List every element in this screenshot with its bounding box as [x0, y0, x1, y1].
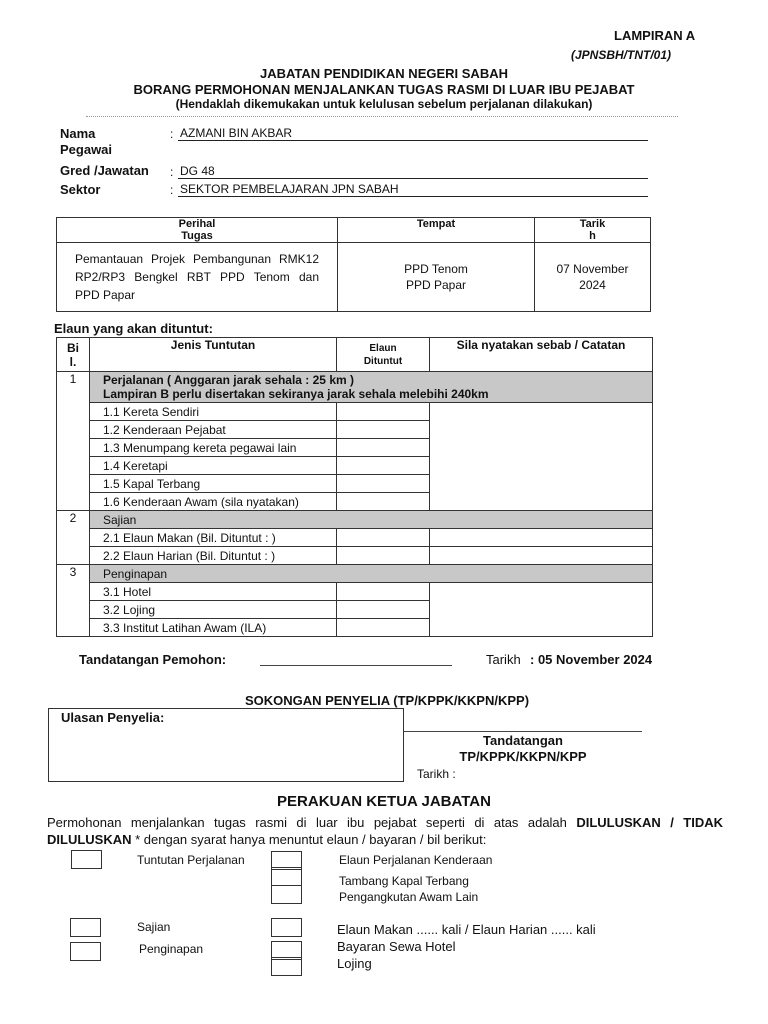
claim-item: 2.1 Elaun Makan (Bil. Dituntut : ) — [90, 529, 337, 547]
claim-amount-cell[interactable] — [337, 421, 430, 439]
claim-item: 1.1 Kereta Sendiri — [90, 403, 337, 421]
supervisor-comment-box[interactable] — [48, 708, 404, 782]
option-public-transport: Pengangkutan Awam Lain — [339, 890, 479, 904]
duty-table — [56, 217, 651, 312]
section-2-title: Sajian — [90, 511, 653, 529]
checkbox-lojing[interactable] — [271, 957, 302, 976]
checkbox-meal-allowance[interactable] — [271, 918, 302, 937]
claim-amount-cell[interactable] — [337, 529, 430, 547]
claim-amount-cell[interactable] — [337, 475, 430, 493]
checkbox-lodging[interactable] — [70, 942, 101, 961]
sector-label: Sektor — [60, 182, 101, 197]
supervisor-signature-label: Tandatangan TP/KPPK/KKPN/KPP — [459, 733, 587, 764]
grade-label: Gred /Jawatan — [60, 163, 149, 178]
claim-item: 3.3 Institut Latihan Awam (ILA) — [90, 619, 337, 637]
sector-colon: : — [170, 183, 174, 197]
approval-heading: PERAKUAN KETUA JABATAN — [277, 793, 491, 810]
section-1-no: 1 — [57, 372, 90, 511]
claim-notes-cell[interactable] — [430, 583, 653, 637]
claims-header-no: Bi l. — [57, 338, 90, 372]
department-title: JABATAN PENDIDIKAN NEGERI SABAH — [260, 66, 508, 81]
duty-header-date: Tarik h — [535, 218, 651, 243]
form-subtitle: (Hendaklah dikemukakan untuk kelulusan sebelum perjalanan dilakukan) — [175, 97, 593, 111]
applicant-date-value: : 05 November 2024 — [530, 652, 653, 667]
duty-date: 07 November 2024 — [535, 243, 651, 312]
supervisor-signature-line[interactable] — [404, 731, 642, 732]
section-3-title: Penginapan — [90, 565, 653, 583]
section-1-title: Perjalanan ( Anggaran jarak sehala : 25 km ) Lampiran B perlu disertakan sekiranya jarak sehala melebihi 240km — [90, 372, 653, 403]
form-title: BORANG PERMOHONAN MENJALANKAN TUGAS RASMI DI LUAR IBU PEJABAT — [133, 82, 635, 97]
option-travel-claim: Tuntutan Perjalanan — [137, 853, 245, 867]
duty-description: Pemantauan Projek Pembangunan RMK12 RP2/RP3 Bengkel RBT PPD Tenom dan PPD Papar — [57, 243, 338, 312]
supervisor-comment-label: Ulasan Penyelia: — [61, 710, 165, 725]
claims-header-amount: Elaun Dituntut — [337, 338, 430, 372]
applicant-date-label: Tarikh — [486, 652, 521, 667]
claim-amount-cell[interactable] — [337, 601, 430, 619]
claims-header-notes: Sila nyatakan sebab / Catatan — [430, 338, 653, 372]
duty-header-description: Perihal Tugas — [57, 218, 338, 243]
claim-amount-cell[interactable] — [337, 457, 430, 475]
claims-table — [56, 337, 653, 637]
claim-amount-cell[interactable] — [337, 403, 430, 421]
checkbox-meals[interactable] — [70, 918, 101, 937]
duty-header-place: Tempat — [338, 218, 535, 243]
claim-amount-cell[interactable] — [337, 583, 430, 601]
claim-item: 1.6 Kenderaan Awam (sila nyatakan) — [90, 493, 337, 511]
claim-item: 1.2 Kenderaan Pejabat — [90, 421, 337, 439]
claim-notes-cell[interactable] — [430, 547, 653, 565]
claim-amount-cell[interactable] — [337, 619, 430, 637]
supervisor-date-label: Tarikh : — [417, 767, 456, 781]
claim-item: 1.3 Menumpang kereta pegawai lain — [90, 439, 337, 457]
grade-field[interactable]: DG 48 — [178, 164, 648, 179]
option-meal-allowance: Elaun Makan ...... kali / Elaun Harian ...... kali — [337, 922, 596, 937]
checkbox-flight-fare[interactable] — [271, 867, 302, 886]
option-meals: Sajian — [137, 920, 171, 934]
option-lodging: Penginapan — [139, 942, 204, 956]
name-colon: : — [170, 127, 174, 141]
option-flight-fare: Tambang Kapal Terbang — [339, 874, 469, 888]
option-lojing: Lojing — [337, 956, 372, 971]
duty-place: PPD Tenom PPD Papar — [338, 243, 535, 312]
claim-item: 3.2 Lojing — [90, 601, 337, 619]
form-code: (JPNSBH/TNT/01) — [571, 48, 672, 62]
option-vehicle-allowance: Elaun Perjalanan Kenderaan — [339, 853, 493, 867]
claim-item: 2.2 Elaun Harian (Bil. Dituntut : ) — [90, 547, 337, 565]
applicant-signature-label: Tandatangan Pemohon: — [79, 652, 227, 667]
header-divider — [86, 116, 678, 117]
claim-item: 3.1 Hotel — [90, 583, 337, 601]
name-field[interactable]: AZMANI BIN AKBAR — [178, 126, 648, 141]
claims-header-type: Jenis Tuntutan — [90, 338, 337, 372]
applicant-signature-line[interactable] — [260, 665, 452, 666]
claims-heading: Elaun yang akan dituntut: — [54, 321, 213, 336]
claim-notes-cell[interactable] — [430, 403, 653, 511]
approval-paragraph: Permohonan menjalankan tugas rasmi di luar ibu pejabat seperti di atas adalah DILULUSKAN / TIDAK DILULUSKAN * dengan syarat hanya menuntut elaun / bayaran / bil berikut: — [47, 815, 723, 847]
sector-field[interactable]: SEKTOR PEMBELAJARAN JPN SABAH — [178, 182, 648, 197]
section-3-no: 3 — [57, 565, 90, 637]
supervisor-heading: SOKONGAN PENYELIA (TP/KPPK/KKPN/KPP) — [244, 693, 530, 708]
name-label: Nama Pegawai — [60, 126, 113, 157]
claim-amount-cell[interactable] — [337, 547, 430, 565]
claim-amount-cell[interactable] — [337, 439, 430, 457]
lampiran-label: LAMPIRAN A — [614, 28, 696, 43]
checkbox-public-transport[interactable] — [271, 885, 302, 904]
claim-item: 1.4 Keretapi — [90, 457, 337, 475]
checkbox-travel[interactable] — [71, 850, 102, 869]
claim-amount-cell[interactable] — [337, 493, 430, 511]
grade-colon: : — [170, 165, 174, 179]
section-2-no: 2 — [57, 511, 90, 565]
claim-notes-cell[interactable] — [430, 529, 653, 547]
claim-item: 1.5 Kapal Terbang — [90, 475, 337, 493]
option-hotel: Bayaran Sewa Hotel — [337, 939, 456, 954]
